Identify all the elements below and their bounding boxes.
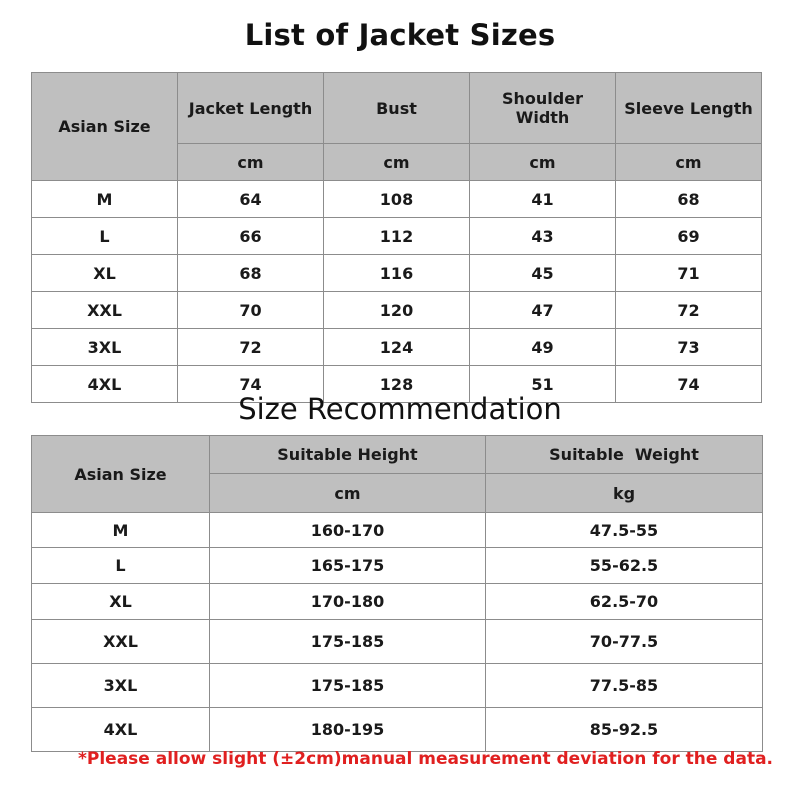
table-cell: 124 — [324, 329, 470, 366]
jacket-sizes-table — [31, 72, 762, 403]
table-cell: 170-180 — [210, 584, 486, 620]
size-cell: 3XL — [32, 664, 210, 708]
unit-label: cm — [210, 474, 486, 513]
column-header-suitable-weight: Suitable Weight — [486, 436, 763, 474]
column-header-bust: Bust — [324, 73, 470, 144]
table-cell: 64 — [178, 181, 324, 218]
table-cell: 116 — [324, 255, 470, 292]
table-row — [32, 292, 762, 329]
table-cell: 68 — [616, 181, 762, 218]
size-cell: 4XL — [32, 366, 178, 403]
column-header-shoulder-width: Shoulder Width — [470, 73, 616, 144]
size-recommendation-table — [31, 435, 763, 752]
measurement-note-container — [0, 749, 800, 769]
column-header-jacket-length: Jacket Length — [178, 73, 324, 144]
table-cell: 70-77.5 — [486, 620, 763, 664]
table-cell: 51 — [470, 366, 616, 403]
table-row — [32, 255, 762, 292]
table-cell: 112 — [324, 218, 470, 255]
column-header-sleeve-length: Sleeve Length — [616, 73, 762, 144]
table-cell: 62.5-70 — [486, 584, 763, 620]
table-cell: 72 — [178, 329, 324, 366]
table-row — [32, 513, 763, 548]
unit-label: cm — [616, 144, 762, 181]
unit-label: cm — [324, 144, 470, 181]
table-row — [32, 708, 763, 752]
table-cell: 128 — [324, 366, 470, 403]
table-row — [32, 548, 763, 584]
table-cell: 49 — [470, 329, 616, 366]
table-row — [32, 329, 762, 366]
table-cell: 45 — [470, 255, 616, 292]
size-cell: 3XL — [32, 329, 178, 366]
size-cell: 4XL — [32, 708, 210, 752]
size-recommendation-title: Size Recommendation — [238, 392, 562, 426]
table-cell: 175-185 — [210, 620, 486, 664]
unit-label: cm — [178, 144, 324, 181]
table-cell: 41 — [470, 181, 616, 218]
size-cell: XL — [32, 255, 178, 292]
table-cell: 70 — [178, 292, 324, 329]
size-cell: M — [32, 513, 210, 548]
table-cell: 108 — [324, 181, 470, 218]
table-cell: 69 — [616, 218, 762, 255]
table-cell: 72 — [616, 292, 762, 329]
jacket-sizes-title: List of Jacket Sizes — [244, 18, 556, 52]
table-cell: 165-175 — [210, 548, 486, 584]
table-cell: 47 — [470, 292, 616, 329]
table-cell: 73 — [616, 329, 762, 366]
size-column-header: Asian Size — [32, 436, 210, 513]
table-cell: 74 — [178, 366, 324, 403]
table-cell: 120 — [324, 292, 470, 329]
table-row — [32, 584, 763, 620]
size-cell: L — [32, 548, 210, 584]
table-row — [32, 181, 762, 218]
table-cell: 66 — [178, 218, 324, 255]
size-cell: M — [32, 181, 178, 218]
table-cell: 77.5-85 — [486, 664, 763, 708]
size-cell: XL — [32, 584, 210, 620]
measurement-note: *Please allow slight (±2cm)manual measurement deviation for the data. — [78, 749, 773, 769]
table-cell: 85-92.5 — [486, 708, 763, 752]
table-cell: 68 — [178, 255, 324, 292]
table-row — [32, 664, 763, 708]
size-cell: XXL — [32, 292, 178, 329]
table-row — [32, 620, 763, 664]
size-column-header: Asian Size — [32, 73, 178, 181]
table-cell: 180-195 — [210, 708, 486, 752]
table-cell: 47.5-55 — [486, 513, 763, 548]
table-cell: 43 — [470, 218, 616, 255]
table-row — [32, 218, 762, 255]
column-header-suitable-height: Suitable Height — [210, 436, 486, 474]
size-cell: L — [32, 218, 178, 255]
table-cell: 55-62.5 — [486, 548, 763, 584]
unit-label: cm — [470, 144, 616, 181]
table-cell: 71 — [616, 255, 762, 292]
table-cell: 74 — [616, 366, 762, 403]
size-cell: XXL — [32, 620, 210, 664]
table-cell: 175-185 — [210, 664, 486, 708]
table-cell: 160-170 — [210, 513, 486, 548]
unit-label: kg — [486, 474, 763, 513]
